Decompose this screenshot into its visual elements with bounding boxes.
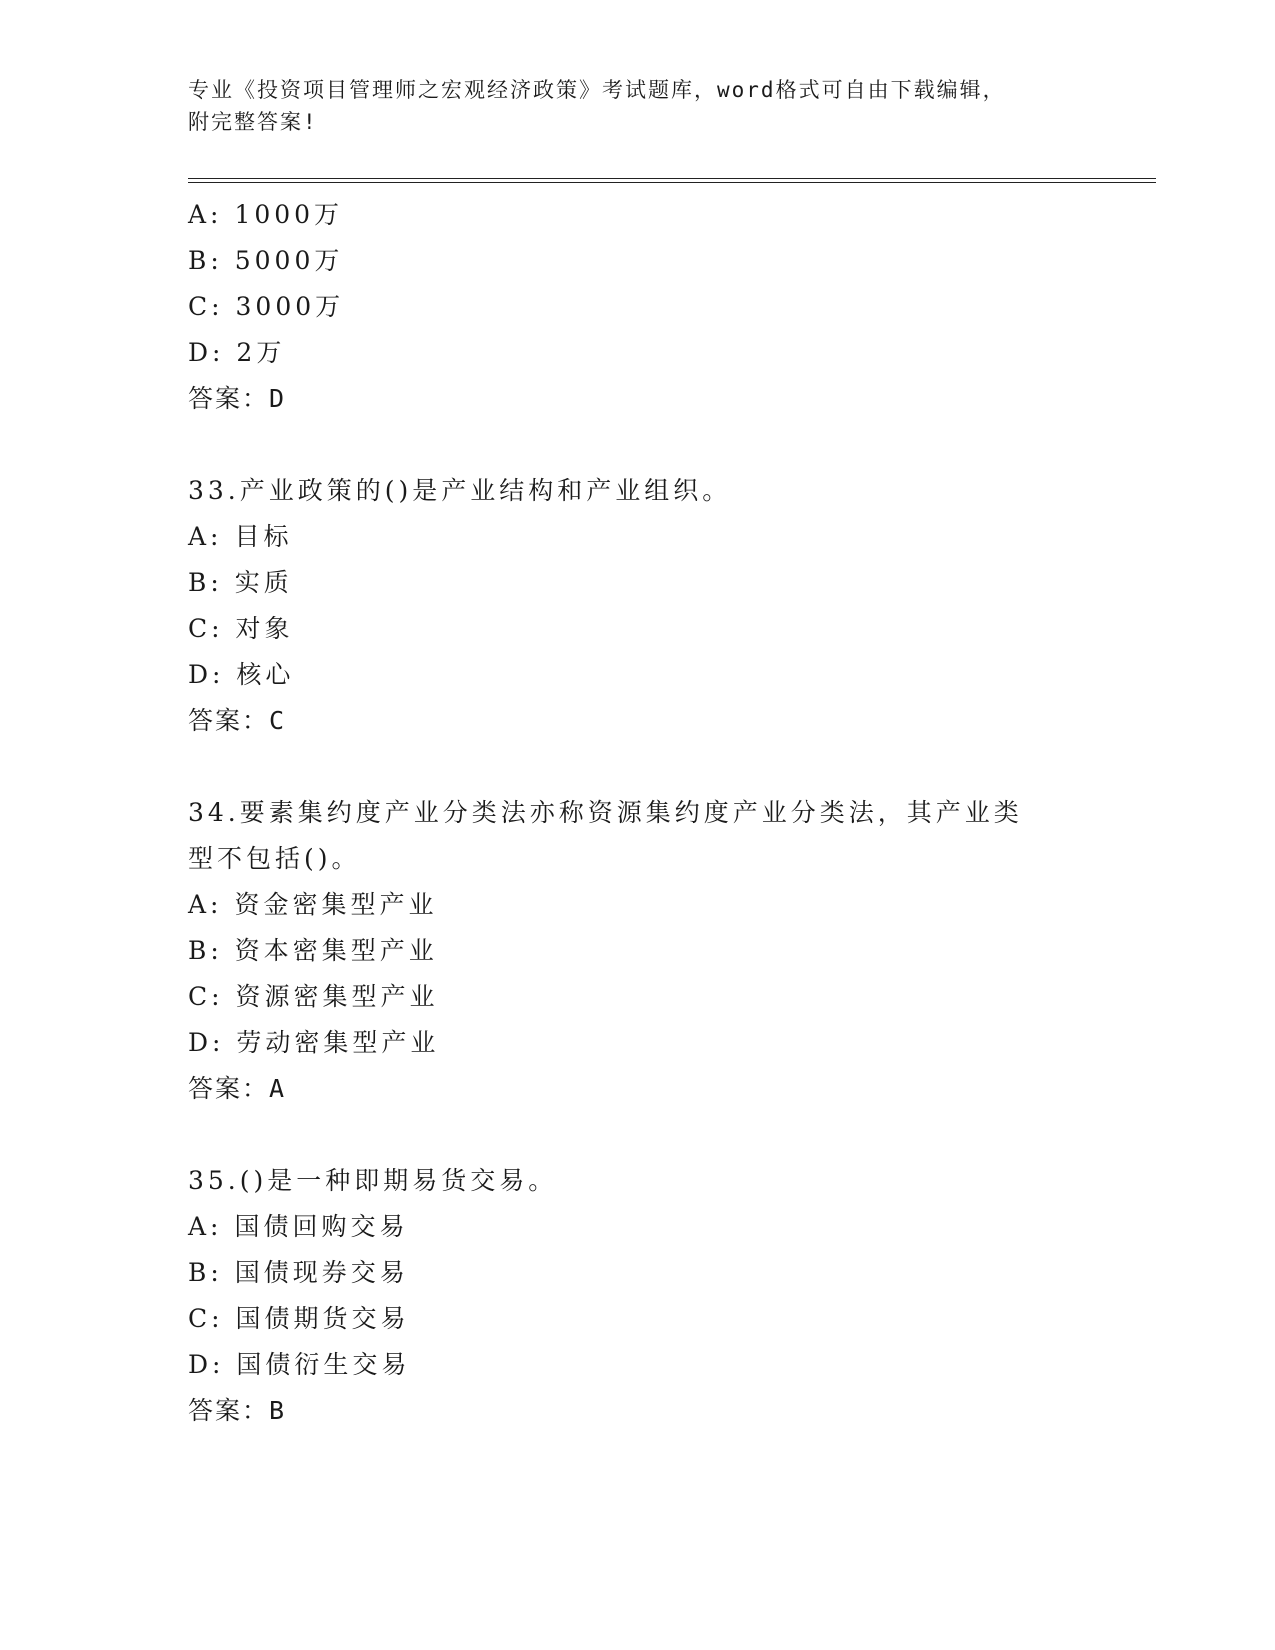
option-d: D: 核心: [188, 660, 295, 689]
option-c: C: 国债期货交易: [188, 1304, 410, 1333]
option-d: D: 国债衍生交易: [188, 1350, 411, 1379]
option-a: A: 目标: [188, 522, 293, 551]
question-block-prev: [188, 192, 1088, 422]
option-b: B: 5000万: [188, 246, 344, 275]
answer: 答案：D: [188, 384, 287, 413]
question-stem: 33.产业政策的()是产业结构和产业组织。: [188, 476, 732, 505]
option-c: C: 对象: [188, 614, 294, 643]
header-divider-bottom: [188, 182, 1156, 183]
answer: 答案：C: [188, 706, 287, 735]
option-b: B: 资本密集型产业: [188, 936, 438, 965]
option-d: D: 2万: [188, 338, 286, 367]
document-header: [188, 74, 1088, 138]
option-d: D: 劳动密集型产业: [188, 1028, 440, 1057]
answer: 答案：B: [188, 1396, 287, 1425]
option-a: A: 资金密集型产业: [188, 890, 438, 919]
option-b: B: 国债现券交易: [188, 1258, 409, 1287]
option-c: C: 3000万: [188, 292, 345, 321]
question-stem: 34.要素集约度产业分类法亦称资源集约度产业分类法，其产业类型不包括()。: [188, 798, 1023, 873]
question-block-33: [188, 468, 1088, 744]
option-a: A: 国债回购交易: [188, 1212, 409, 1241]
question-stem: 35.()是一种即期易货交易。: [188, 1166, 558, 1195]
option-b: B: 实质: [188, 568, 293, 597]
option-c: C: 资源密集型产业: [188, 982, 439, 1011]
header-line-1: 专业《投资项目管理师之宏观经济政策》考试题库，word格式可自由下载编辑，: [188, 78, 1006, 102]
answer: 答案：A: [188, 1074, 287, 1103]
option-a: A: 1000万: [188, 200, 344, 229]
header-divider-top: [188, 178, 1156, 179]
question-block-35: [188, 1158, 1088, 1434]
question-list: [188, 192, 1088, 1434]
header-line-2: 附完整答案!: [188, 110, 318, 134]
question-block-34: [188, 790, 1088, 1112]
